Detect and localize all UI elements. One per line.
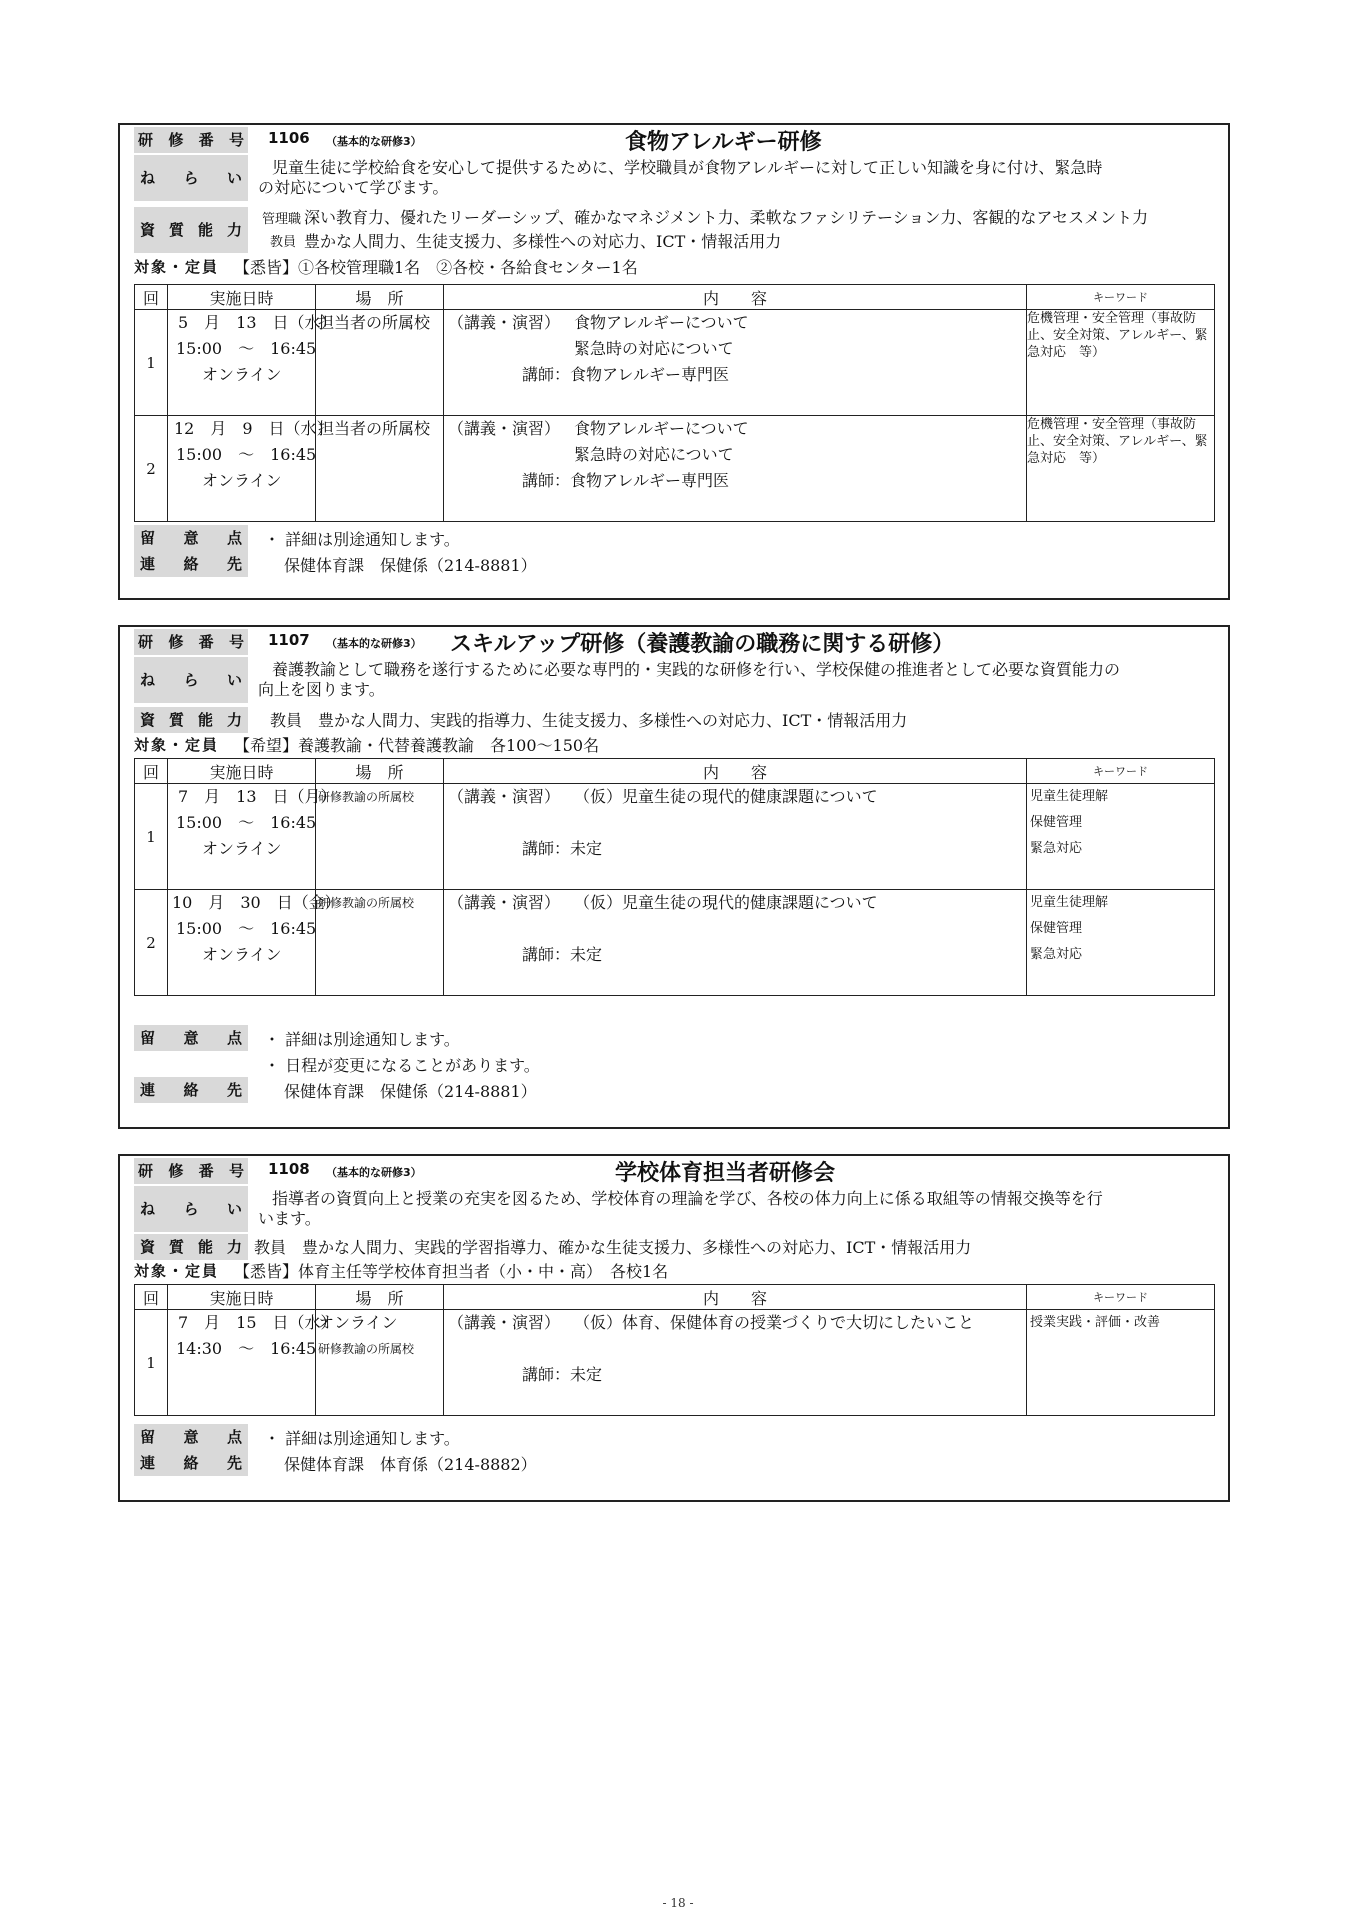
session-place: [316, 1310, 444, 1416]
round-number: 2: [135, 416, 168, 522]
session-date: 10 月 30 日（金）: [172, 893, 341, 912]
session-topic-1: （仮）児童生徒の現代的健康課題について: [574, 787, 878, 806]
course-block-1107: [118, 625, 1230, 1129]
th-place: 場 所: [316, 759, 444, 784]
th-round: 回: [135, 1285, 168, 1310]
th-keyword: キーワード: [1027, 285, 1215, 310]
th-content: 内 容: [444, 285, 1027, 310]
contact-text: 保健体育課 体育係（214-8882）: [284, 1455, 537, 1474]
course-block-1108: [118, 1154, 1230, 1502]
table-row: [135, 890, 1215, 996]
note-1: ・ 詳細は別途通知します。: [264, 1429, 460, 1448]
session-content: [444, 416, 1027, 522]
keyword-3: 緊急対応: [1030, 841, 1083, 856]
label-target: 対象・定員: [134, 258, 220, 276]
session-date: 12 月 9 日（水）: [174, 419, 333, 438]
label-ability: 資 質 能 力: [134, 1234, 248, 1260]
round-number: 1: [135, 784, 168, 890]
ability-role-manager: 管理職: [262, 212, 302, 227]
target-text: 【悉皆】体育主任等学校体育担当者（小・中・高） 各校1名: [234, 1262, 669, 1281]
label-aim: ね ら い: [134, 155, 248, 201]
session-time: 15:00 ～ 16:45: [176, 919, 317, 938]
schedule-table: [134, 758, 1215, 996]
session-topic-1: （仮）体育、保健体育の授業づくりで大切にしたいこと: [574, 1313, 975, 1332]
table-row: [135, 784, 1215, 890]
session-lecturer: 講師：未定: [522, 839, 603, 858]
label-course-no: 研 修 番 号: [134, 629, 248, 655]
label-ability: 資 質 能 力: [134, 707, 248, 733]
label-notes: 留 意 点: [134, 1025, 248, 1051]
aim-line-2: 向上を図ります。: [258, 680, 385, 699]
session-topic-2: 緊急時の対応について: [574, 445, 734, 464]
round-number: 1: [135, 310, 168, 416]
course-tag: （基本的な研修3）: [326, 135, 422, 148]
session-time: 15:00 ～ 16:45: [176, 339, 317, 358]
ability-line-1: 教員 豊かな人間力、実践的指導力、生徒支援力、多様性への対応力、ICT・情報活用力: [270, 711, 908, 730]
session-content: [444, 784, 1027, 890]
label-course-no: 研 修 番 号: [134, 1158, 248, 1184]
label-contact: 連 絡 先: [134, 1450, 248, 1476]
course-number: 1108: [268, 1160, 310, 1178]
session-datetime: [168, 310, 337, 416]
label-ability: 資 質 能 力: [134, 207, 248, 253]
session-datetime: [168, 890, 341, 996]
th-date: 実施日時: [168, 1285, 316, 1310]
session-topic-1: （仮）児童生徒の現代的健康課題について: [574, 893, 878, 912]
session-datetime: [168, 1310, 337, 1416]
ability-line-2: 豊かな人間力、生徒支援力、多様性への対応力、ICT・情報活用力: [304, 232, 782, 251]
th-round: 回: [135, 285, 168, 310]
table-row: [135, 310, 1215, 416]
session-type: （講義・演習）: [448, 787, 561, 806]
contact-text: 保健体育課 保健係（214-8881）: [284, 1082, 537, 1101]
session-lecturer: 講師：未定: [522, 945, 603, 964]
session-keywords: [1027, 784, 1215, 890]
session-lecturer: 講師：未定: [522, 1365, 603, 1384]
session-content: [444, 1310, 1027, 1416]
session-type: （講義・演習）: [448, 893, 561, 912]
th-content: 内 容: [444, 1285, 1027, 1310]
course-tag: （基本的な研修3）: [326, 637, 422, 650]
aim-line-2: います。: [258, 1209, 321, 1228]
session-topic-1: 食物アレルギーについて: [574, 313, 749, 332]
th-round: 回: [135, 759, 168, 784]
label-contact: 連 絡 先: [134, 1077, 248, 1103]
session-topic-2: 緊急時の対応について: [574, 339, 734, 358]
session-type: （講義・演習）: [448, 313, 561, 332]
note-2: ・ 日程が変更になることがあります。: [264, 1056, 540, 1075]
session-place: 担当者の所属校: [316, 310, 444, 416]
label-contact: 連 絡 先: [134, 551, 248, 577]
session-type: （講義・演習）: [448, 1313, 561, 1332]
course-block-1106: [118, 123, 1230, 600]
session-content: [444, 310, 1027, 416]
round-number: 1: [135, 1310, 168, 1416]
session-lecturer: 講師：食物アレルギー専門医: [522, 471, 729, 490]
session-time: 14:30 ～ 16:45: [176, 1339, 317, 1358]
session-mode: オンライン: [202, 365, 282, 384]
aim-line-1: 指導者の資質向上と授業の充実を図るため、学校体育の理論を学び、各校の体力向上に係る取組等の情報交換等を行: [272, 1189, 1103, 1208]
th-keyword: キーワード: [1027, 759, 1215, 784]
course-tag: （基本的な研修3）: [326, 1166, 422, 1179]
session-content: [444, 890, 1027, 996]
table-row: [135, 416, 1215, 522]
ability-line-1: 教員 豊かな人間力、実践的学習指導力、確かな生徒支援力、多様性への対応力、ICT・情報活用力: [254, 1238, 972, 1257]
session-place-1: オンライン: [318, 1313, 398, 1332]
session-date: 7 月 15 日（水）: [178, 1313, 337, 1332]
label-target: 対象・定員: [134, 1262, 220, 1280]
session-time: 15:00 ～ 16:45: [176, 813, 317, 832]
session-mode: オンライン: [202, 839, 282, 858]
table-row: [135, 1310, 1215, 1416]
schedule-table: [134, 1284, 1215, 1416]
course-title: 学校体育担当者研修会: [615, 1161, 836, 1186]
session-datetime: [168, 784, 337, 890]
keyword-3: 緊急対応: [1030, 947, 1083, 962]
target-text: 【悉皆】①各校管理職1名 ②各校・各給食センター1名: [234, 258, 638, 277]
session-mode: オンライン: [202, 945, 282, 964]
schedule-table: [134, 284, 1215, 522]
label-notes: 留 意 点: [134, 1424, 248, 1450]
th-date: 実施日時: [168, 759, 316, 784]
session-time: 15:00 ～ 16:45: [176, 445, 317, 464]
session-date: 7 月 13 日（月）: [178, 787, 337, 806]
th-place: 場 所: [316, 285, 444, 310]
session-place: 研修教諭の所属校: [316, 784, 444, 890]
session-keywords: 危機管理・安全管理（事故防止、安全対策、アレルギー、緊急対応 等）: [1027, 416, 1215, 522]
keyword-1: 児童生徒理解: [1030, 895, 1109, 910]
keyword-2: 保健管理: [1030, 921, 1083, 936]
aim-line-1: 養護教諭として職務を遂行するために必要な専門的・実践的な研修を行い、学校保健の推進者として必要な資質能力の: [272, 660, 1121, 679]
course-number: 1106: [268, 129, 310, 147]
session-keywords: [1027, 890, 1215, 996]
label-aim: ね ら い: [134, 1186, 248, 1232]
round-number: 2: [135, 890, 168, 996]
session-keywords: 危機管理・安全管理（事故防止、安全対策、アレルギー、緊急対応 等）: [1027, 310, 1215, 416]
session-datetime: [168, 416, 333, 522]
ability-line-1: 深い教育力、優れたリーダーシップ、確かなマネジメント力、柔軟なファシリテーション力、客観的なアセスメント力: [304, 208, 1149, 227]
aim-line-2: の対応について学びます。: [258, 178, 449, 197]
target-text: 【希望】養護教諭・代替養護教諭 各100～150名: [234, 736, 600, 755]
label-target: 対象・定員: [134, 736, 220, 754]
note-1: ・ 詳細は別途通知します。: [264, 1030, 460, 1049]
label-course-no: 研 修 番 号: [134, 127, 248, 153]
session-place-2: 研修教諭の所属校: [318, 1342, 415, 1356]
session-keywords: [1027, 1310, 1215, 1416]
aim-line-1: 児童生徒に学校給食を安心して提供するために、学校職員が食物アレルギーに対して正しい知識を身に付け、緊急時: [272, 158, 1103, 177]
session-date: 5 月 13 日（水）: [178, 313, 337, 332]
keyword-1: 授業実践・評価・改善: [1030, 1315, 1161, 1330]
th-keyword: キーワード: [1027, 1285, 1215, 1310]
keyword-2: 保健管理: [1030, 815, 1083, 830]
session-place: 担当者の所属校: [316, 416, 444, 522]
ability-role-teacher: 教員: [270, 235, 297, 250]
note-1: ・ 詳細は別途通知します。: [264, 530, 460, 549]
page-number: - 18 -: [662, 1896, 694, 1910]
course-title: スキルアップ研修（養護教諭の職務に関する研修）: [450, 632, 955, 657]
th-place: 場 所: [316, 1285, 444, 1310]
label-aim: ね ら い: [134, 657, 248, 703]
session-mode: オンライン: [202, 471, 282, 490]
contact-text: 保健体育課 保健係（214-8881）: [284, 556, 537, 575]
keyword-1: 児童生徒理解: [1030, 789, 1109, 804]
th-content: 内 容: [444, 759, 1027, 784]
th-date: 実施日時: [168, 285, 316, 310]
course-number: 1107: [268, 631, 310, 649]
course-title: 食物アレルギー研修: [625, 130, 822, 155]
session-lecturer: 講師：食物アレルギー専門医: [522, 365, 729, 384]
label-notes: 留 意 点: [134, 525, 248, 551]
session-place: 研修教諭の所属校: [316, 890, 444, 996]
session-topic-1: 食物アレルギーについて: [574, 419, 749, 438]
session-type: （講義・演習）: [448, 419, 561, 438]
